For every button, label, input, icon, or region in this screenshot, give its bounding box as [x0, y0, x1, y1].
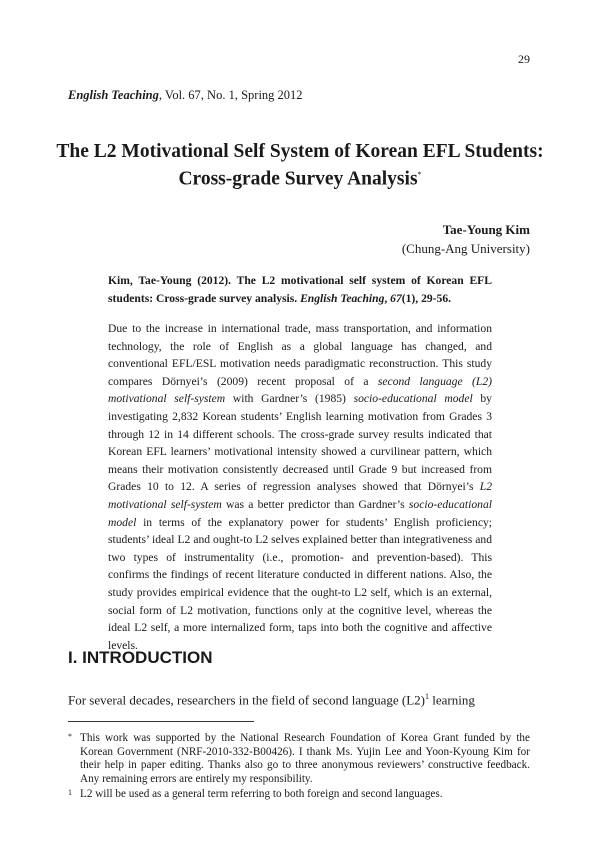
citation-volume: 67	[390, 292, 402, 305]
abstract-paragraph	[108, 320, 492, 654]
citation-text: Kim, Tae-Young (2012). The L2 motivational self system of Korean EFL students: Cross-grade survey analysis.	[108, 274, 492, 305]
citation	[108, 272, 492, 308]
journal-name: English Teaching	[68, 88, 159, 102]
title-line-1: The L2 Motivational Self System of Korean EFL Students:	[56, 141, 544, 162]
abstract-seg-1: Due to the increase in international trade, mass transportation, and information technology, the role of English as a global language has changed, and conventional EFL/ESL motivation needs paradigmatic reconstruction. This study compares Dörnyei’s (2009) recent proposal of a	[108, 322, 492, 388]
author-name: Tae-Young Kim	[442, 222, 530, 237]
abstract-italic-2: socio-educational model	[353, 392, 473, 406]
author-affiliation: (Chung-Ang University)	[401, 241, 530, 256]
abstract-italic-1: second language (L2) motivational self-system	[108, 374, 492, 406]
footnotes	[68, 732, 530, 804]
footnote-2-text: L2 will be used as a general term referring to both foreign and second languages.	[80, 788, 443, 801]
intro-text	[68, 688, 530, 709]
citation-issue: (1), 29-56.	[401, 292, 452, 305]
abstract-italic-3: L2 motivational self-system	[108, 480, 492, 511]
abstract-italic-4: socio-educational model	[108, 497, 492, 529]
abstract-seg-3: by investigating 2,832 Korean students’ English learning motivation from Grades 3 through 12 in 14 different schools. The cross-grade survey results indicated that Korean EFL learners’ motivational intensity showed a curvilinear pattern, which means their motivation consistently decreased until Grade 9 but increased from Grades 10 to 12. A series of regression analyses showed that Dörnyei’s	[108, 392, 492, 494]
abstract-seg-4: was a better predictor than Gardner’s	[221, 497, 409, 511]
intro-text-start: For several decades, researchers in the field of second language (L2)	[68, 692, 425, 708]
abstract-seg-5: in terms of the explanatory power for students’ English proficiency; students’ ideal L2 and ought-to L2 selves explained better than integrativeness and two types of instrumentality (i.e., promotion- and prevention-based). This confirms the findings of recent literature conducted in different nations. Also, the study provides empirical evidence that the ought-to L2 self, which is an external, social form of L2 motivation, functions only at the cognitive level, whereas the ideal L2 self, a more internalized form, taps into both the cognitive and affective levels.	[108, 515, 492, 652]
citation-journal: English Teaching	[300, 292, 385, 305]
section-heading: I. INTRODUCTION	[68, 648, 213, 667]
page-number: 29	[518, 52, 530, 66]
title-line-2	[40, 163, 560, 191]
paper-title	[40, 140, 560, 191]
footnote-1	[68, 732, 530, 786]
footnote-2	[68, 788, 530, 802]
abstract	[108, 320, 492, 654]
intro-footnote-ref: 1	[424, 692, 429, 701]
citation-comma: ,	[384, 292, 391, 305]
journal-header	[68, 88, 303, 103]
intro-text-end: learning	[428, 692, 475, 708]
journal-details: , Vol. 67, No. 1, Spring 2012	[158, 88, 303, 102]
title-footnote-mark: *	[417, 170, 422, 179]
footnote-2-mark: 1	[68, 788, 72, 798]
footnote-1-mark: *	[68, 732, 72, 741]
footnote-1-text: This work was supported by the National Research Foundation of Korea Grant funded by the Korean Government (NRF-2010-332-B00426). I thank Ms. Yujin Lee and Yoon-Kyoung Kim for their help in paper editing. Thanks also go to three anonymous reviewers’ constructive feedback. Any remaining errors are entirely my responsibility.	[80, 732, 530, 785]
footnote-rule	[68, 721, 254, 722]
title-line-2-text: Cross-grade Survey Analysis	[178, 168, 418, 190]
author-block	[402, 220, 530, 258]
abstract-seg-2: with Gardner’s (1985)	[225, 392, 354, 406]
